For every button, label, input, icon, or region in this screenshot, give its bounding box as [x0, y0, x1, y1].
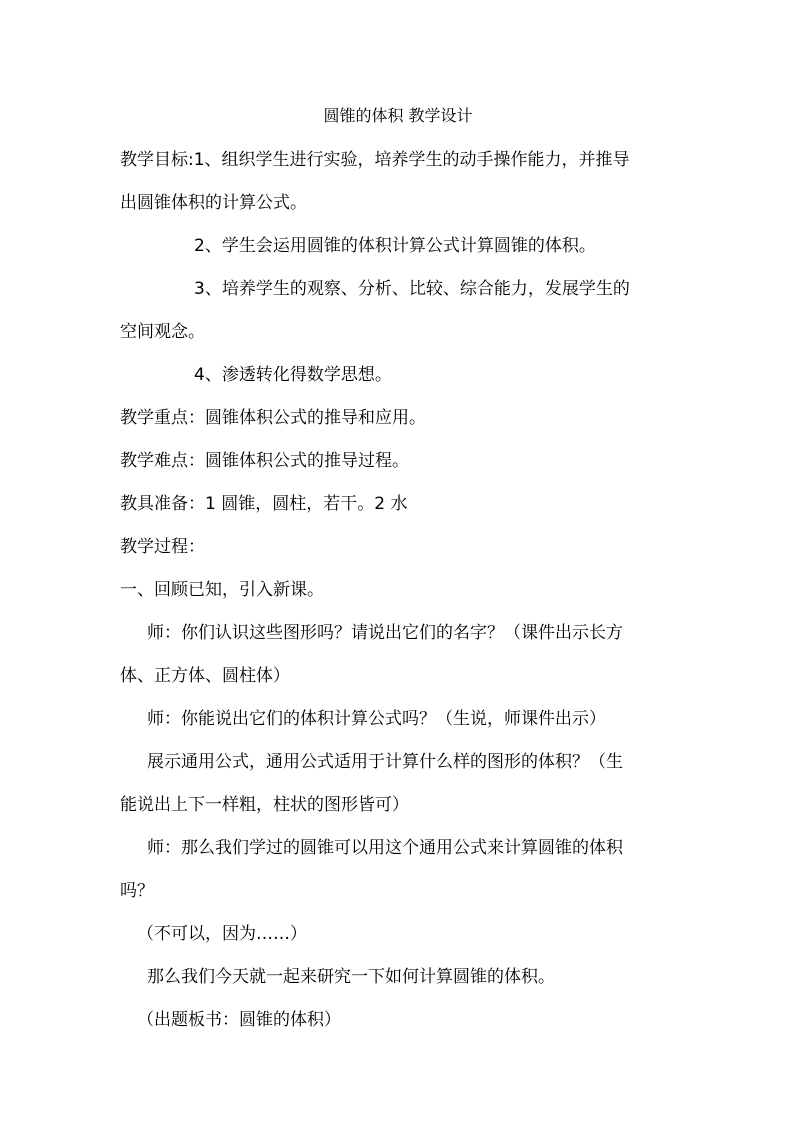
teacher-question-1-line-2: 体、正方体、圆柱体） — [120, 666, 290, 686]
general-formula-line-2: 能说出上下一样粗，柱状的图形皆可） — [120, 795, 409, 815]
teacher-question-3-line-2: 吗？ — [120, 881, 154, 901]
teacher-question-1-line-1: 师：你们认识这些图形吗？请说出它们的名字？（课件出示长方 — [147, 623, 623, 643]
teaching-process-heading: 教学过程： — [120, 537, 205, 557]
teaching-key-point: 教学重点：圆锥体积公式的推导和应用。 — [120, 408, 426, 428]
teacher-question-3-line-1: 师：那么我们学过的圆锥可以用这个通用公式来计算圆锥的体积 — [147, 838, 623, 858]
teaching-goal-3-line-2: 空间观念。 — [120, 322, 205, 342]
general-formula-line-1: 展示通用公式，通用公式适用于计算什么样的图形的体积？（生 — [147, 752, 623, 772]
teaching-goal-4: 4、渗透转化得数学思想。 — [194, 365, 392, 385]
teaching-goals-line-1: 教学目标:1、组织学生进行实验，培养学生的动手操作能力，并推导 — [120, 150, 630, 170]
board-title-note: （出题板书：圆锥的体积） — [137, 1010, 341, 1030]
teaching-goal-2: 2、学生会运用圆锥的体积计算公式计算圆锥的体积。 — [194, 236, 596, 256]
document-body — [120, 144, 676, 1036]
teaching-goals-line-2: 出圆锥体积的计算公式。 — [120, 193, 307, 213]
teacher-question-2: 师：你能说出它们的体积计算公式吗？（生说，师课件出示） — [147, 709, 606, 729]
teaching-materials: 教具准备：1 圆锥，圆柱，若干。2 水 — [120, 494, 408, 514]
teaching-goal-3-line-1: 3、培养学生的观察、分析、比较、综合能力，发展学生的 — [194, 279, 630, 299]
lesson-transition: 那么我们今天就一起来研究一下如何计算圆锥的体积。 — [147, 967, 555, 987]
document-title: 圆锥的体积 教学设计 — [323, 106, 473, 125]
student-answer: （不可以，因为……） — [137, 924, 307, 944]
teaching-difficulty: 教学难点：圆锥体积公式的推导过程。 — [120, 451, 409, 471]
section-1-heading: 一、回顾已知，引入新课。 — [120, 580, 324, 600]
